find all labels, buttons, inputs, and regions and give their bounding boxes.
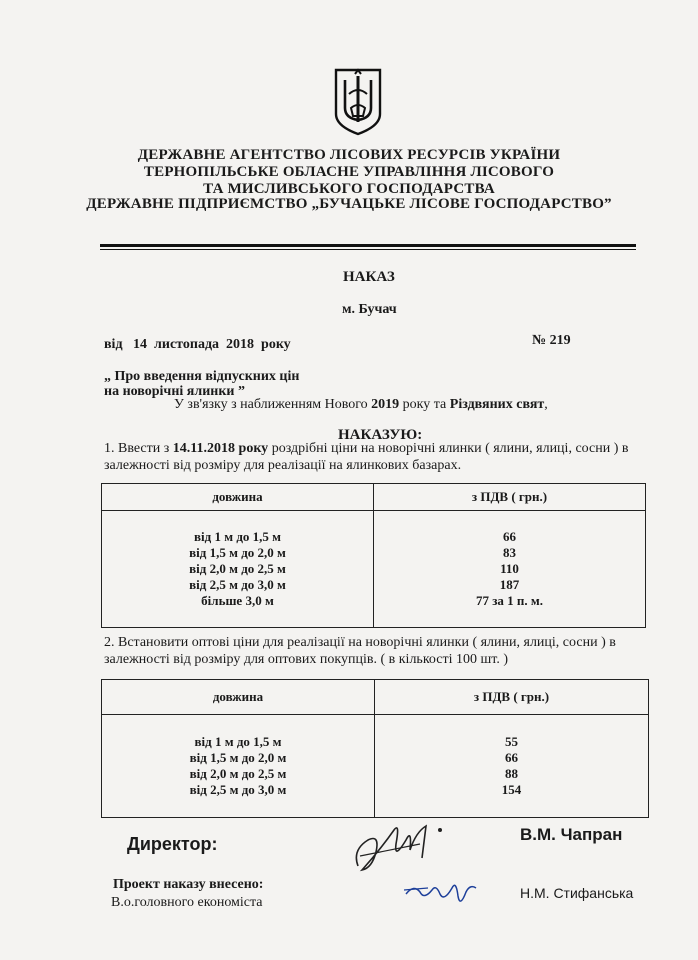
date-year: 2018 xyxy=(226,337,255,352)
date-month: листопада xyxy=(154,337,220,352)
item-2 xyxy=(104,634,664,668)
preamble-text-2: року та xyxy=(399,397,450,412)
preamble-year: 2019 xyxy=(371,397,400,412)
coat-of-arms-icon xyxy=(333,68,383,136)
col-price-header: з ПДВ ( грн.) xyxy=(375,680,649,715)
preamble xyxy=(174,397,548,413)
length-value: від 2,5 м до 3,0 м xyxy=(189,782,287,797)
length-list xyxy=(102,734,374,798)
header-agency: ДЕРЖАВНЕ АГЕНТСТВО ЛІСОВИХ РЕСУРСІВ УКРАЇНИ xyxy=(137,147,561,163)
length-cell xyxy=(102,511,374,628)
price-value: 187 xyxy=(499,577,520,592)
preamble-text-1: У зв'язку з наближенням Нового xyxy=(174,397,372,412)
item-1-prefix: 1. Ввести з xyxy=(104,441,173,456)
price-list xyxy=(375,734,648,798)
length-list xyxy=(102,529,373,609)
economist-title: В.о.головного економіста xyxy=(111,895,263,910)
price-value: 83 xyxy=(503,545,516,560)
table-body-row xyxy=(102,511,646,628)
preamble-end: , xyxy=(544,397,548,412)
length-value: від 2,0 м до 2,5 м xyxy=(189,561,286,576)
subject-line-1: „ Про введення відпускних цін xyxy=(104,369,300,384)
length-value: від 1,5 м до 2,0 м xyxy=(189,545,286,560)
length-value: від 1 м до 1,5 м xyxy=(194,734,282,749)
economist-signature-icon xyxy=(402,870,482,914)
item-1-text: роздрібні ціни на новорічні ялинки ( ялини, ялиці, сосни ) в xyxy=(268,441,629,456)
header-enterprise: ДЕРЖАВНЕ ПІДПРИЄМСТВО „БУЧАЦЬКЕ ЛІСОВЕ ГОСПОДАРСТВО” xyxy=(86,196,612,212)
price-cell xyxy=(374,511,646,628)
price-value: 110 xyxy=(500,561,519,576)
col-length-header: довжина xyxy=(102,484,374,511)
price-list xyxy=(374,529,645,609)
price-value: 55 xyxy=(505,734,518,749)
length-value: від 2,0 м до 2,5 м xyxy=(189,766,287,781)
length-value: від 1 м до 1,5 м xyxy=(194,529,281,544)
date-prefix: від xyxy=(104,337,123,352)
item-1-year-word: року xyxy=(235,441,269,456)
length-value: від 1,5 м до 2,0 м xyxy=(189,750,287,765)
preamble-holidays: Різдвяних свят xyxy=(449,397,545,412)
price-value: 77 за 1 п. м. xyxy=(475,593,544,608)
doc-city: м. Бучач xyxy=(342,302,397,317)
price-value: 88 xyxy=(505,766,518,781)
header-regional-office-cont: ТА МИСЛИВСЬКОГО ГОСПОДАРСТВА xyxy=(203,181,495,197)
item-1-line-1 xyxy=(104,440,664,457)
draft-label: Проект наказу внесено: xyxy=(113,877,264,892)
price-value: 154 xyxy=(501,782,522,797)
doc-title: НАКАЗ xyxy=(343,269,395,285)
order-word: НАКАЗУЮ: xyxy=(338,427,423,443)
doc-number: № 219 xyxy=(532,333,571,348)
table-header-row xyxy=(102,680,649,715)
length-cell xyxy=(102,715,375,818)
item-2-line-1: 2. Встановити оптові ціни для реалізації на новорічні ялинки ( ялини, ялиці, сосни ) в xyxy=(104,635,616,650)
item-1-line-2: залежності від розміру для реалізації на ялинкових базарах. xyxy=(104,458,462,473)
economist-name: Н.М. Стифанська xyxy=(520,885,634,901)
price-cell xyxy=(375,715,649,818)
price-value: 66 xyxy=(505,750,518,765)
item-1-date: 14.11.2018 xyxy=(172,441,236,456)
wholesale-price-table xyxy=(101,679,649,818)
length-value: від 2,5 м до 3,0 м xyxy=(189,577,286,592)
date-suffix: року xyxy=(261,337,291,352)
doc-date xyxy=(104,337,291,353)
director-label: Директор: xyxy=(127,834,218,854)
date-day: 14 xyxy=(133,337,148,352)
item-2-line-2: залежності від розміру для оптових покупців. ( в кількості 100 шт. ) xyxy=(104,652,508,667)
header-regional-office: ТЕРНОПІЛЬСЬКЕ ОБЛАСНЕ УПРАВЛІННЯ ЛІСОВОГО xyxy=(143,164,555,180)
col-length-header: довжина xyxy=(102,680,375,715)
length-value: більше 3,0 м xyxy=(201,593,274,608)
director-name: В.М. Чапран xyxy=(520,825,623,844)
price-value: 66 xyxy=(503,529,516,544)
retail-price-table xyxy=(101,483,646,628)
table-header-row xyxy=(102,484,646,511)
item-1 xyxy=(104,440,664,474)
header-rule-thick xyxy=(100,244,636,247)
col-price-header: з ПДВ ( грн.) xyxy=(374,484,646,511)
table-body-row xyxy=(102,715,649,818)
subject-line-2: на новорічні ялинки ” xyxy=(104,384,245,399)
header-rule-thin xyxy=(100,249,636,250)
